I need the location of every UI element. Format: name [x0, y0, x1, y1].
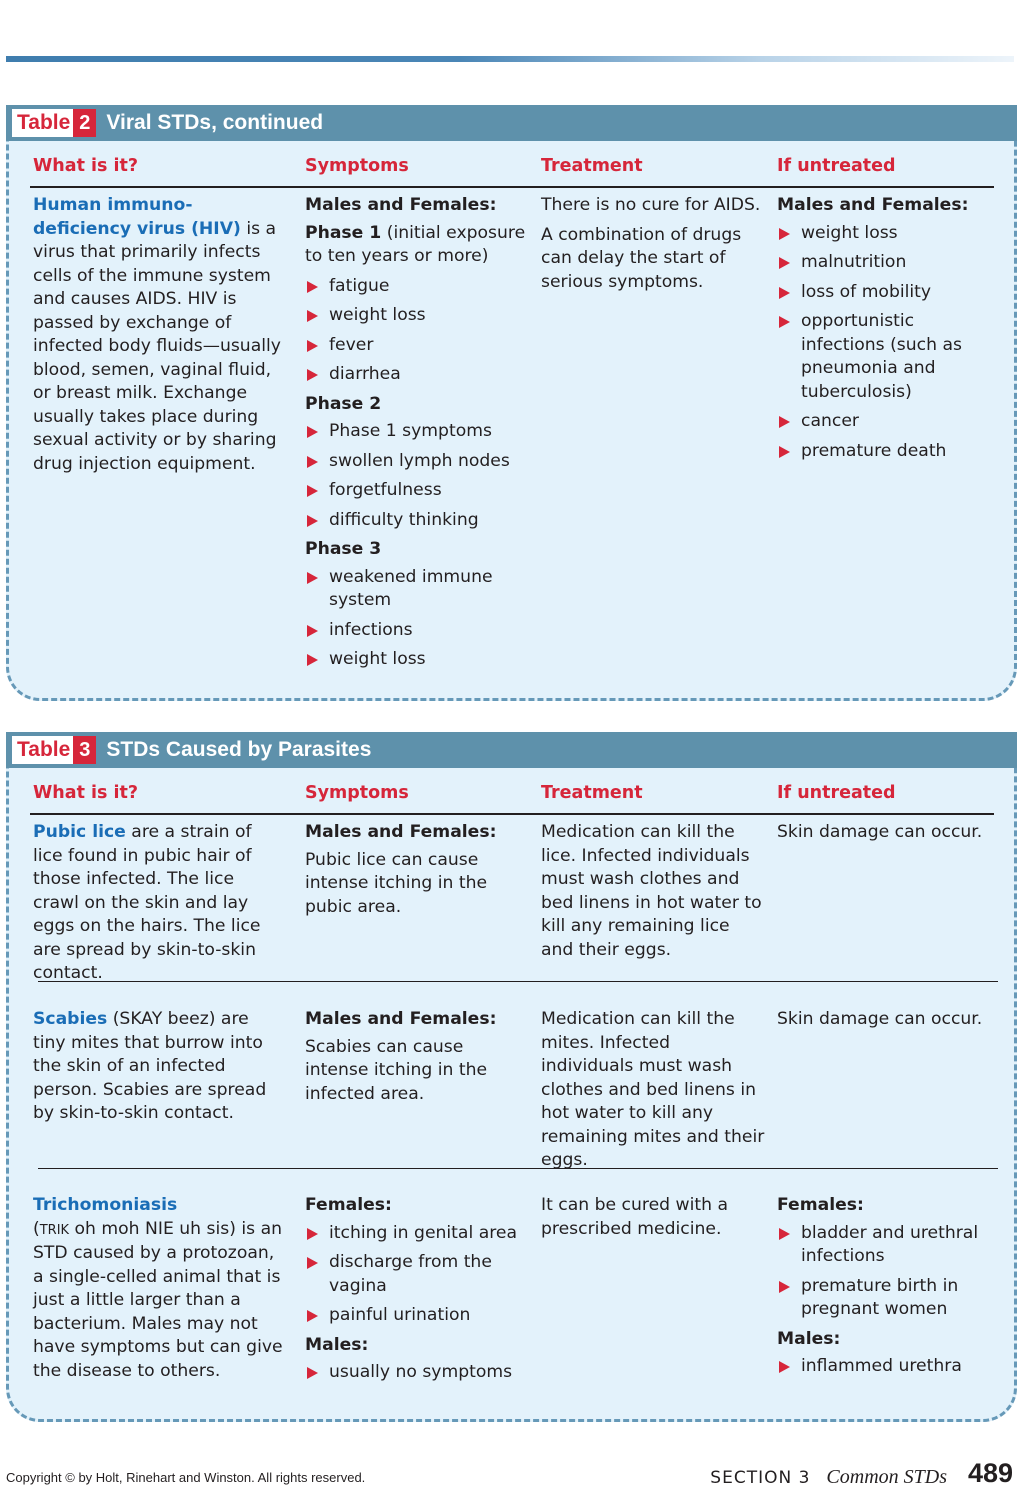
- list-item: malnutrition: [777, 251, 991, 275]
- phase-3-heading: Phase 3: [305, 539, 382, 559]
- list-item: premature birth in pregnant women: [777, 1275, 991, 1322]
- pubic-lice-symptoms-cell: [305, 821, 531, 925]
- hiv-term: Human immuno-deficiency virus (HIV): [33, 195, 241, 239]
- trich-term: Trichomoniasis: [33, 1195, 178, 1215]
- females-heading: Females:: [777, 1195, 864, 1215]
- trich-treatment-cell: [541, 1194, 765, 1247]
- table-header-row: [30, 153, 994, 188]
- treatment-text: Medication can kill the mites. Infected individuals must wash clothes and bed linens in hot water to kill any remaining mites and their eggs.: [541, 1009, 765, 1170]
- table-title: STDs Caused by Parasites: [106, 738, 372, 761]
- list-item: infections: [305, 619, 531, 643]
- table-3-panel: [6, 732, 1017, 1422]
- scabies-untreated-cell: [777, 1008, 991, 1038]
- list-item: Phase 1 symptoms: [305, 420, 531, 444]
- list-item: painful urination: [305, 1304, 531, 1328]
- table-header-row: [30, 780, 994, 815]
- table-number: 3: [73, 736, 96, 764]
- untreated-female-list: [777, 1222, 991, 1322]
- trich-symptoms-cell: [305, 1194, 531, 1391]
- copyright-notice: Copyright © by Holt, Rinehart and Winston. All rights reserved.: [6, 1470, 366, 1485]
- treatment-text: Medication can kill the lice. Infected individuals must wash clothes and bed linens in hot water to kill any remaining lice and their eggs.: [541, 822, 762, 960]
- males-heading: Males:: [777, 1328, 841, 1349]
- list-item: itching in genital area: [305, 1222, 531, 1246]
- trich-description: oh moh NIE uh sis) is an STD caused by a protozoan, a single-celled animal that is just a little larger than a bacterium. Males may not have symptoms but can give the disease to others.: [33, 1218, 283, 1381]
- table-number: 2: [73, 109, 96, 137]
- female-symptoms-list: [305, 1222, 531, 1328]
- phase-3-list: [305, 566, 531, 672]
- list-item: usually no symptoms: [305, 1361, 531, 1385]
- trich-what-cell: Trichomoniasis (TRIK oh moh NIE uh sis) is an STD caused by a protozoan, a single-celled animal that is just a little larger than a bacterium. Males may not have symptoms but can give the disease to others.: [33, 1195, 283, 1381]
- row-divider: [38, 981, 998, 982]
- list-item: opportunistic infections (such as pneumonia and tuberculosis): [777, 310, 991, 404]
- scabies-what-cell: [33, 1008, 285, 1126]
- table-label: Table: [12, 736, 73, 764]
- scabies-description: (SKAY beez) are tiny mites that burrow into the skin of an infected person. Scabies are spread by skin-to-skin contact.: [33, 1009, 267, 1123]
- females-heading: Females:: [305, 1195, 392, 1215]
- treatment-text: A combination of drugs can delay the start of serious symptoms.: [541, 224, 742, 292]
- phase-2-list: [305, 420, 531, 532]
- header-untreated: If untreated: [777, 156, 896, 176]
- phase-1-heading: Phase 1 (initial exposure to ten years or more): [305, 222, 526, 266]
- symptoms-text: Pubic lice can cause intense itching in the pubic area.: [305, 849, 488, 917]
- hiv-symptoms-cell: [305, 194, 531, 678]
- hiv-what-cell: [33, 194, 285, 476]
- list-item: loss of mobility: [777, 281, 991, 305]
- top-rule: [6, 56, 1014, 62]
- row-divider: [38, 1168, 998, 1169]
- trich-pronunciation: TRIK: [39, 1222, 70, 1238]
- table-label: Table: [12, 109, 73, 137]
- untreated-text: Skin damage can occur.: [777, 1009, 983, 1029]
- section-title: Common STDs: [826, 1466, 947, 1488]
- trich-untreated-cell: [777, 1194, 991, 1385]
- table-2-title-bar: [6, 105, 1017, 141]
- scabies-symptoms-cell: [305, 1008, 531, 1112]
- header-what: What is it?: [33, 156, 139, 176]
- table-title: Viral STDs, continued: [106, 111, 324, 134]
- treatment-text: It can be cured with a prescribed medicine.: [541, 1195, 728, 1239]
- list-item: premature death: [777, 440, 991, 464]
- hiv-treatment-cell: [541, 194, 765, 300]
- male-symptoms-list: [305, 1361, 531, 1385]
- header-treatment: Treatment: [541, 156, 643, 176]
- header-untreated: If untreated: [777, 783, 896, 803]
- header-treatment: Treatment: [541, 783, 643, 803]
- pubic-lice-untreated-cell: [777, 821, 991, 851]
- header-what: What is it?: [33, 783, 139, 803]
- pubic-lice-description: are a strain of lice found in pubic hair of those infected. The lice crawl on the skin and lay eggs on the hairs. The lice are spread by skin-to-skin contact.: [33, 822, 261, 983]
- list-item: forgetfulness: [305, 479, 531, 503]
- list-item: discharge from the vagina: [305, 1251, 531, 1298]
- list-item: diarrhea: [305, 363, 531, 387]
- treatment-text: There is no cure for AIDS.: [541, 195, 761, 215]
- males-heading: Males:: [305, 1334, 369, 1355]
- list-item: weight loss: [305, 304, 531, 328]
- symptoms-text: Scabies can cause intense itching in the infected area.: [305, 1036, 488, 1104]
- untreated-list: [777, 222, 991, 464]
- page-number: 489: [967, 1458, 1013, 1488]
- list-item: weight loss: [305, 648, 531, 672]
- symptoms-heading: Males and Females:: [305, 822, 497, 842]
- untreated-male-list: [777, 1355, 991, 1379]
- table-3-title-bar: [6, 732, 1017, 768]
- pubic-lice-treatment-cell: [541, 821, 765, 968]
- phase-2-heading: Phase 2: [305, 393, 382, 414]
- list-item: bladder and urethral infections: [777, 1222, 991, 1269]
- list-item: swollen lymph nodes: [305, 450, 531, 474]
- symptoms-heading: Males and Females:: [305, 195, 497, 215]
- list-item: weight loss: [777, 222, 991, 246]
- header-symptoms: Symptoms: [305, 783, 409, 803]
- scabies-term: Scabies: [33, 1009, 108, 1029]
- pubic-lice-term: Pubic lice: [33, 822, 126, 842]
- untreated-text: Skin damage can occur.: [777, 822, 983, 842]
- hiv-untreated-cell: [777, 194, 991, 469]
- list-item: fever: [305, 334, 531, 358]
- scabies-treatment-cell: [541, 1008, 765, 1179]
- list-item: fatigue: [305, 275, 531, 299]
- phase-1-list: [305, 275, 531, 387]
- pubic-lice-what-cell: [33, 821, 285, 986]
- list-item: inflammed urethra: [777, 1355, 991, 1379]
- section-number: SECTION 3: [710, 1468, 811, 1488]
- untreated-heading: Males and Females:: [777, 195, 969, 215]
- list-item: weakened immune system: [305, 566, 531, 613]
- section-label: [710, 1466, 947, 1489]
- hiv-description: is a virus that primarily infects cells of the immune system and causes AIDS. HIV is passed by exchange of infected body fluids—usually blood, semen, vaginal fluid, or breast milk. Exchange usually takes place during sexual activity or by sharing drug injection equipment.: [33, 218, 281, 474]
- header-symptoms: Symptoms: [305, 156, 409, 176]
- list-item: cancer: [777, 410, 991, 434]
- table-2-panel: [6, 105, 1017, 701]
- symptoms-heading: Males and Females:: [305, 1009, 497, 1029]
- list-item: difficulty thinking: [305, 509, 531, 533]
